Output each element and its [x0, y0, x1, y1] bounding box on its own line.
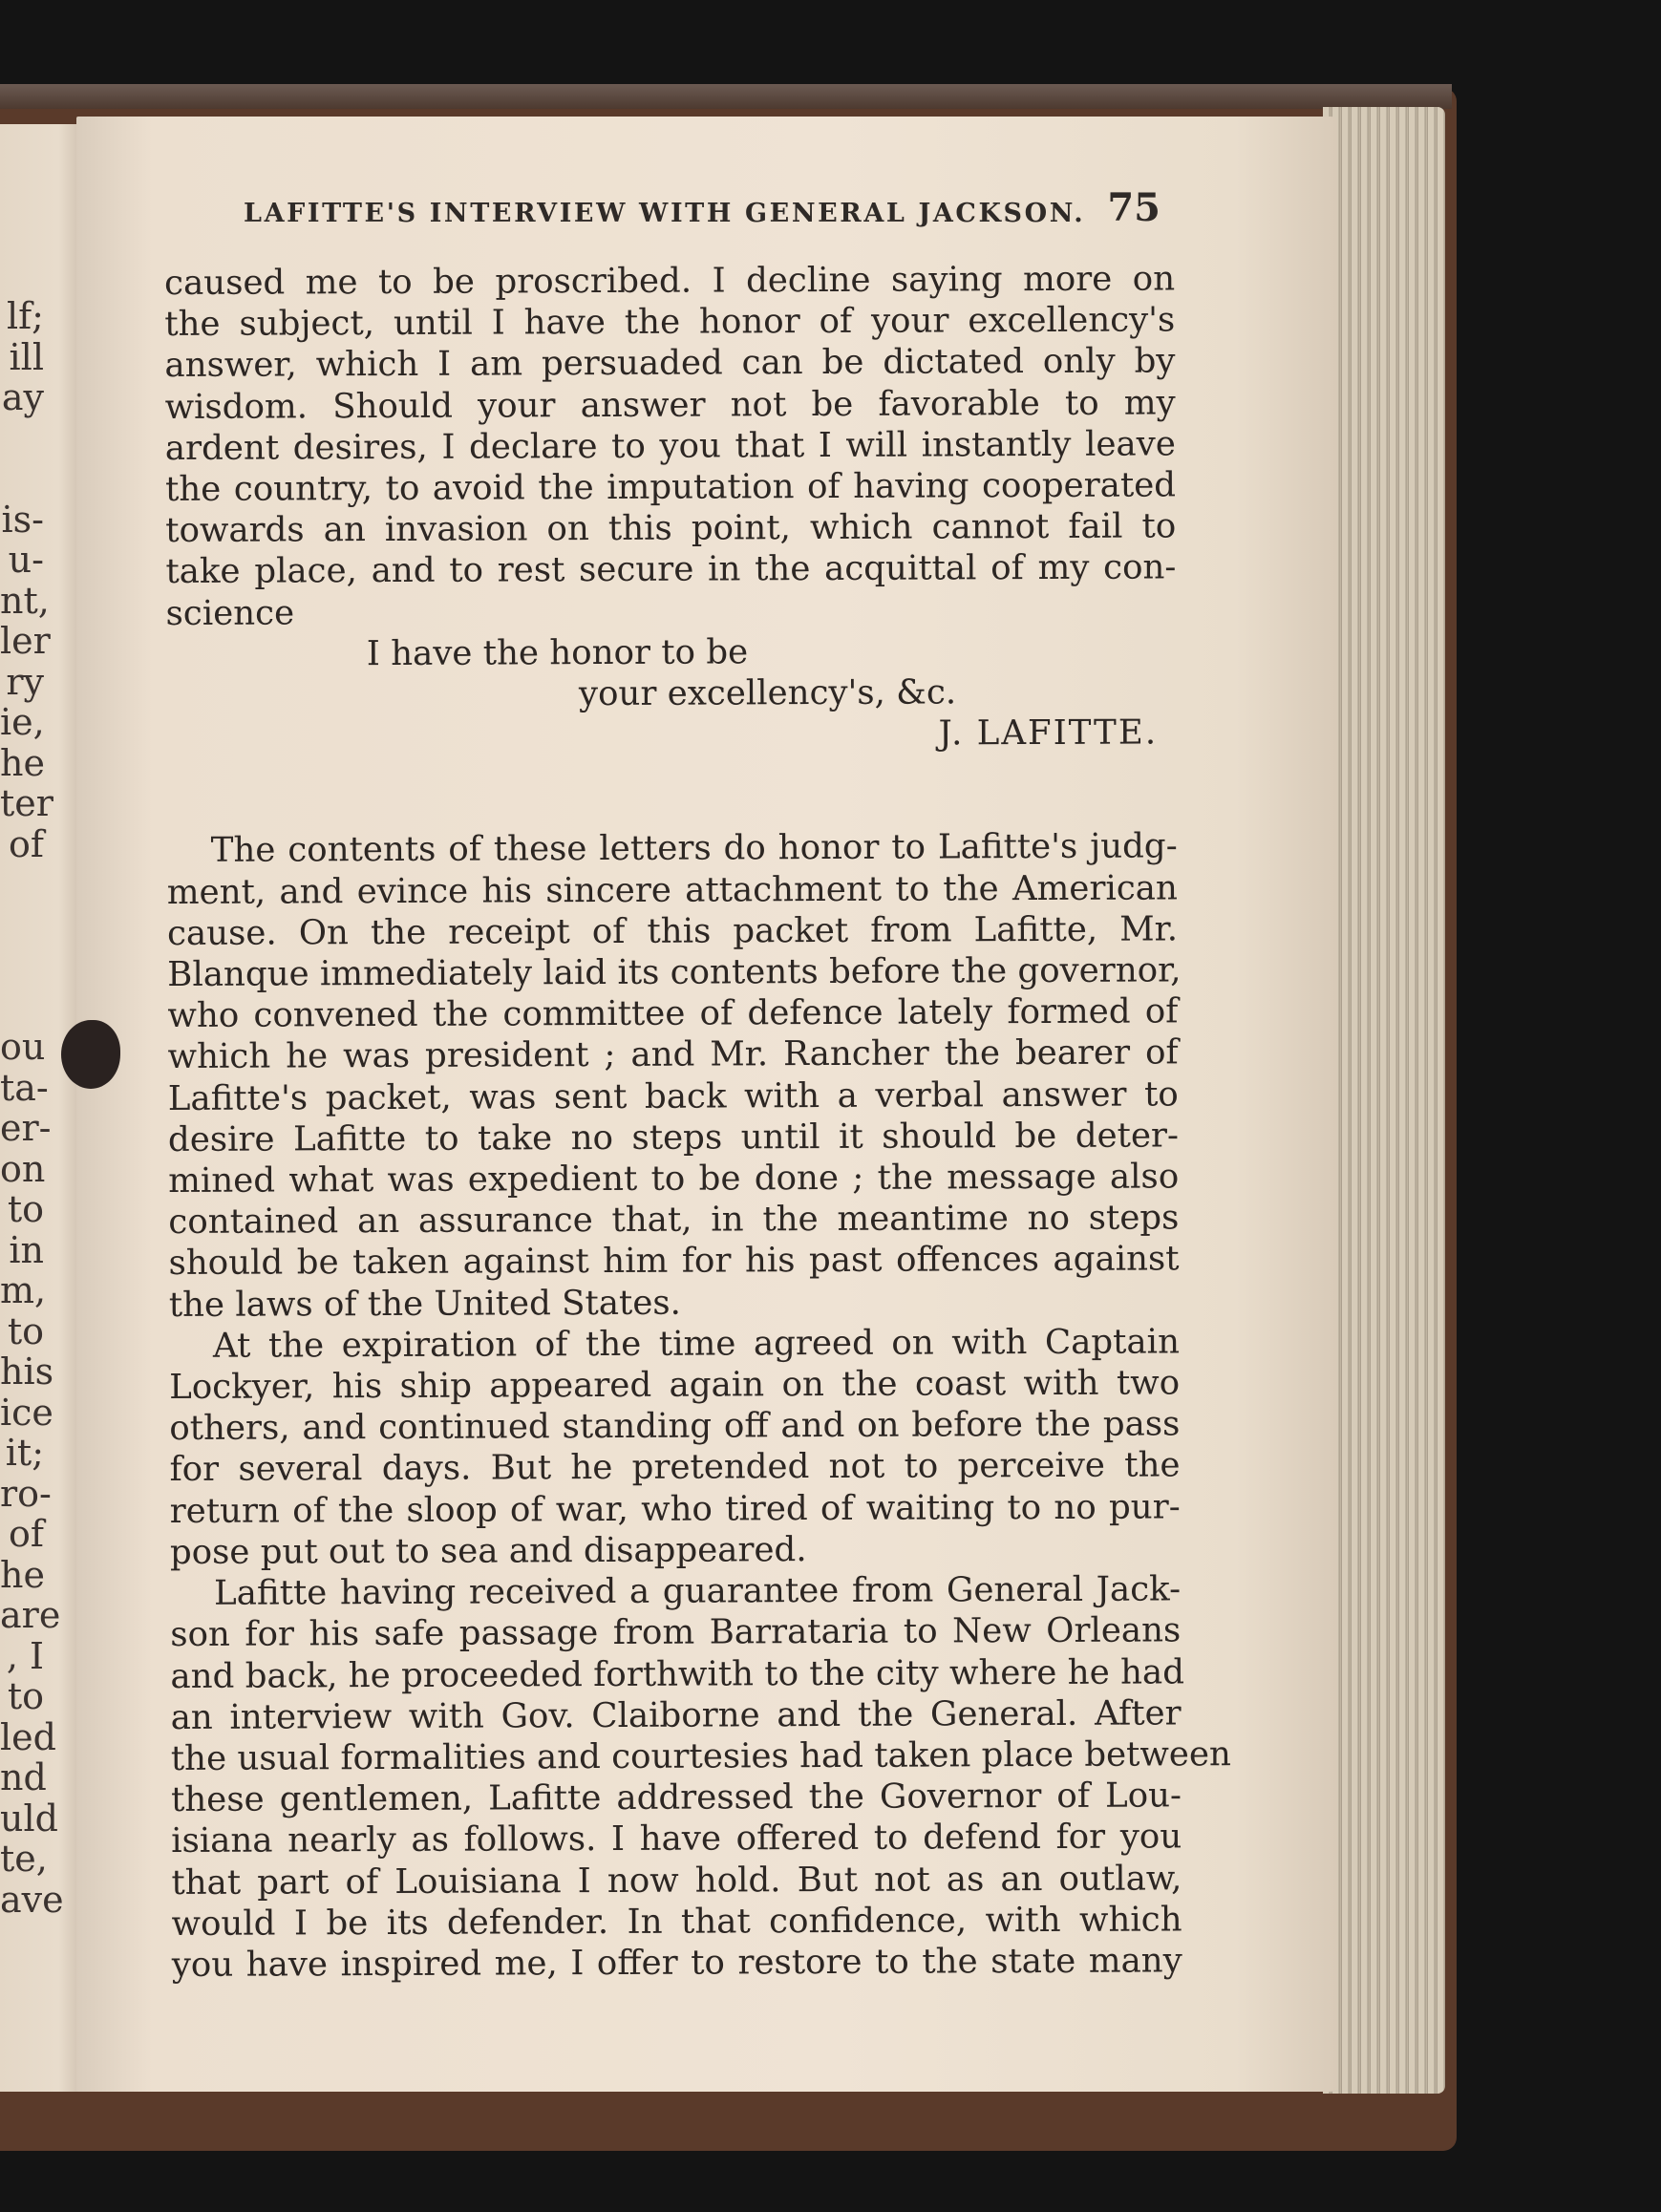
text-line: Lafitte's packet, was sent back with a verbal answer to — [167, 1074, 1179, 1118]
text-line: that part of Louisiana I now hold. But not as an outlaw, — [171, 1858, 1182, 1903]
text-line: who convened the committee of defence lately formed of — [167, 991, 1179, 1036]
page-edges — [1323, 107, 1445, 2094]
text-line: return of the sloop of war, who tired of waiting to no pur- — [169, 1487, 1181, 1531]
text-line: the laws of the United States. — [168, 1283, 682, 1325]
paragraph — [170, 1568, 1231, 1986]
text-line: Lafitte having received a guarantee from General Jack- — [213, 1569, 1182, 1613]
text-line: ardent desires, I declare to you that I will instantly leave — [164, 424, 1176, 468]
text-line: caused me to be proscribed. I decline saying more on — [164, 259, 1176, 303]
page-header — [244, 185, 1161, 235]
text-line: At the expiration of the time agreed on with Captain — [212, 1322, 1181, 1366]
page-hole — [61, 1020, 120, 1089]
text-line: desire Lafitte to take no steps until it should be deter- — [167, 1116, 1180, 1159]
text-line: and back, he proceeded forthwith to the city where he had — [170, 1651, 1185, 1696]
text-line: others, and continued standing off and on before the pass — [169, 1404, 1181, 1449]
book-top-edge — [0, 84, 1452, 109]
text-line: The contents of these letters do honor to Lafitte's judg- — [210, 826, 1178, 871]
text-line: Blanque immediately laid its contents before the governor, — [167, 950, 1182, 995]
text-line: wisdom. Should your answer not be favorable to my — [164, 382, 1176, 427]
text-line: would I be its defender. In that confidence, with which — [171, 1900, 1182, 1944]
text-line: science — [165, 593, 295, 633]
text-line: son for his safe passage from Barrataria to New Orleans — [170, 1610, 1182, 1655]
text-line: take place, and to rest secure in the acquittal of my con- — [165, 547, 1177, 592]
text-line: for several days. But he pretended not to perceive the — [169, 1445, 1181, 1490]
page-number: 75 — [1107, 185, 1161, 230]
text-line: ment, and evince his sincere attachment to the American — [166, 868, 1178, 912]
text-line: the usual formalities and courtesies had taken place between — [170, 1734, 1231, 1778]
letter-closing — [166, 629, 1178, 757]
paragraph-gap — [166, 754, 1177, 831]
text-line: isiana nearly as follows. I have offered to defend for you — [171, 1817, 1182, 1861]
text-line: Lockyer, his ship appeared again on the coast with two — [169, 1363, 1181, 1408]
text-line: you have inspired me, I offer to restore to the state many — [171, 1941, 1182, 1985]
page-body — [164, 258, 1231, 1986]
text-line: which he was president ; and Mr. Rancher the bearer of — [167, 1032, 1179, 1077]
running-head: LAFITTE'S INTERVIEW WITH GENERAL JACKSON. — [244, 199, 1086, 228]
text-line: the country, to avoid the imputation of having cooperated — [164, 465, 1177, 510]
paragraph — [167, 826, 1180, 1326]
closing-line: I have the honor to be — [366, 632, 749, 673]
text-line: these gentlemen, Lafitte addressed the Governor of Lou- — [170, 1776, 1182, 1820]
text-line: answer, which I am persuaded can be dictated only by — [164, 341, 1176, 386]
left-page-text-fragment: lf; ill ay is- u- nt, ler ry ie, he ter of ou ta- er- on to in m, to his ice it; ro- of he are , I to led nd uld te, ave — [0, 295, 64, 1921]
text-line: an interview with Gov. Claiborne and the General. After — [170, 1693, 1182, 1737]
text-line: mined what was expedient to be done ; the message also — [168, 1157, 1180, 1202]
text-line: pose put out to sea and disappeared. — [169, 1529, 807, 1572]
text-line: towards an invasion on this point, which cannot fail to — [165, 506, 1177, 551]
letter-text — [164, 258, 1177, 633]
closing-line: your excellency's, &c. — [578, 672, 957, 714]
paragraph — [169, 1321, 1181, 1573]
text-line: contained an assurance that, in the meantime no steps — [168, 1198, 1180, 1243]
signature: J. LAFITTE. — [938, 713, 1159, 754]
text-line: should be taken against him for his past offences against — [168, 1239, 1180, 1284]
text-line: the subject, until I have the honor of your excellency's — [164, 300, 1176, 345]
text-line: cause. On the receipt of this packet from Lafitte, Mr. — [166, 909, 1179, 953]
